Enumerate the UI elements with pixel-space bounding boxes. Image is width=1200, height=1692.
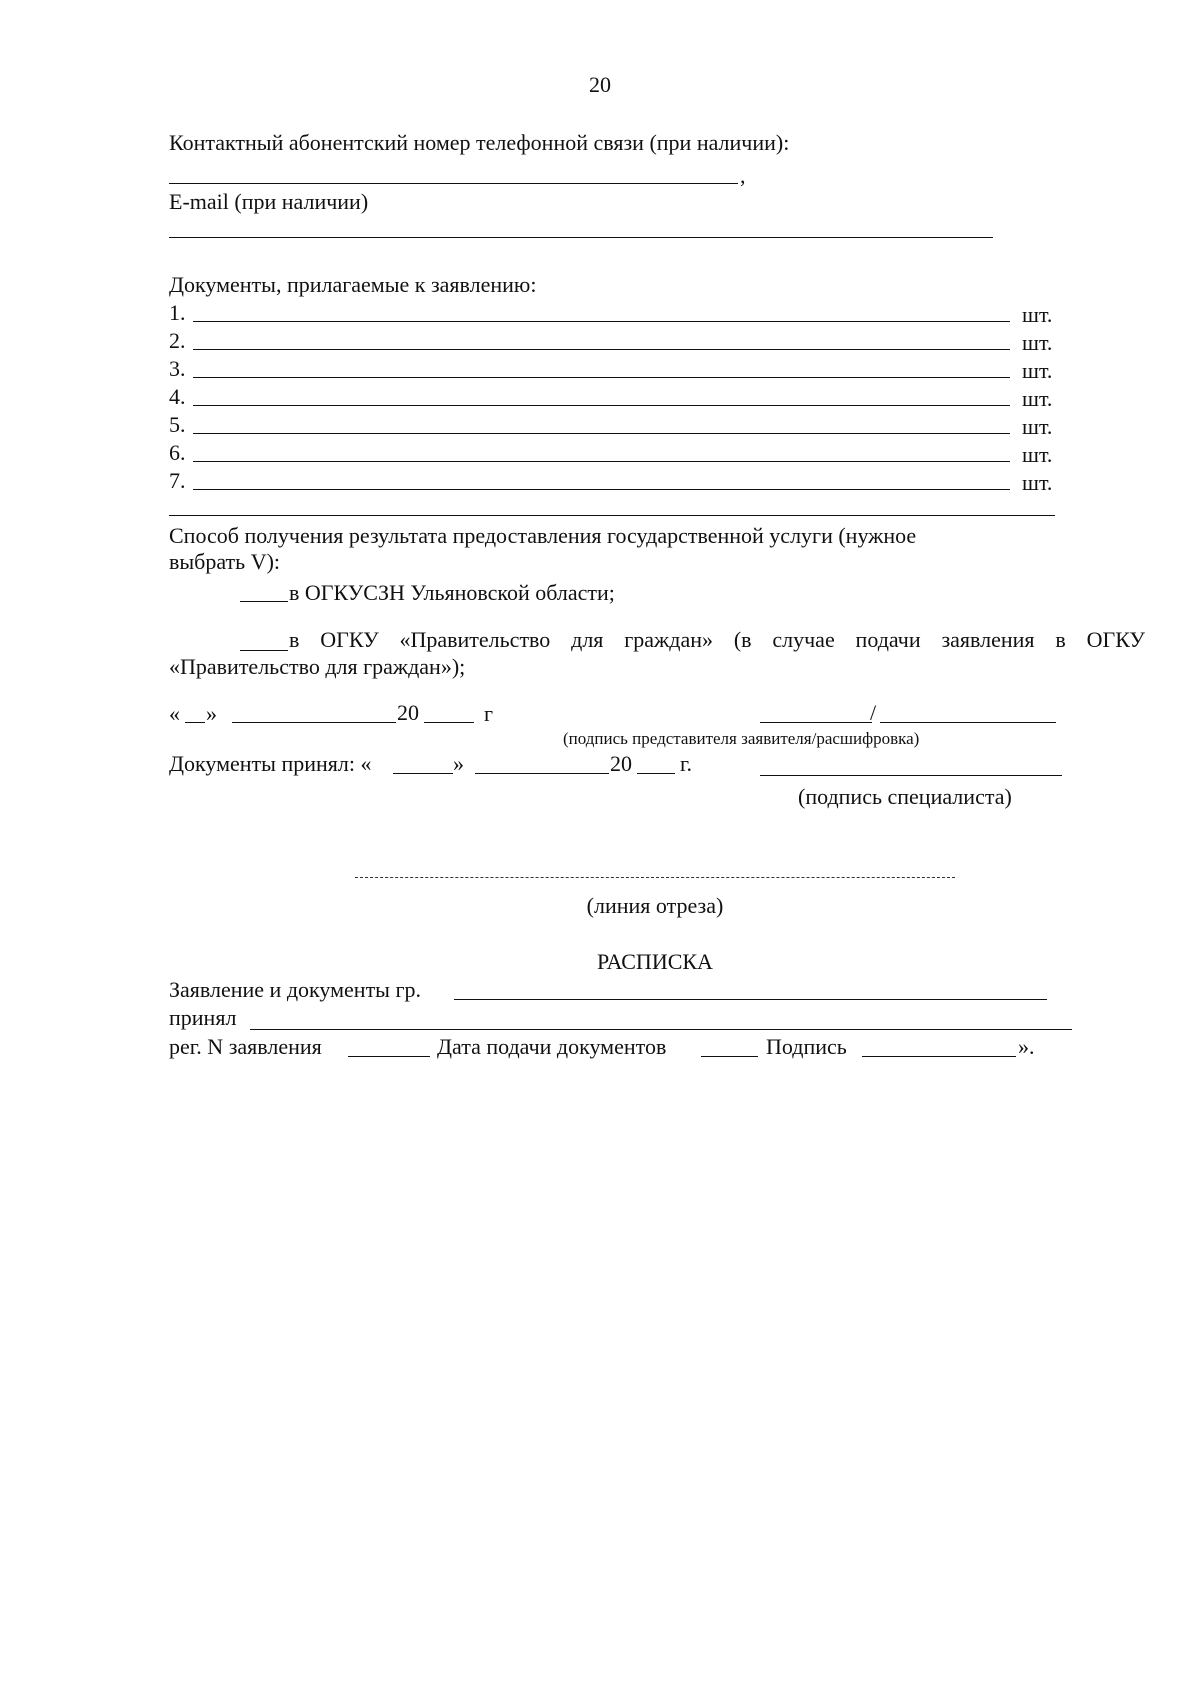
receipt-signature-label: Подпись bbox=[766, 1034, 847, 1059]
receipt-title: РАСПИСКА bbox=[597, 949, 713, 974]
method-line1: Способ получения результата предоставления государственной услуги (нужное bbox=[169, 523, 917, 548]
receipt-docs-label: Заявление и документы гр. bbox=[169, 977, 421, 1002]
item-unit: шт. bbox=[1022, 442, 1053, 467]
option1-checkbox-line[interactable] bbox=[240, 601, 288, 602]
option2-label-line2: «Правительство для граждан»); bbox=[169, 654, 466, 679]
cut-line-caption: (линия отреза) bbox=[586, 893, 724, 918]
item-field-line[interactable] bbox=[193, 321, 1010, 322]
accepted-year-prefix: 20 bbox=[610, 751, 632, 776]
item-number: 2. bbox=[169, 328, 186, 353]
phone-label: Контактный абонентский номер телефонной связи (при наличии): bbox=[169, 130, 790, 155]
accepted-label: Документы принял: « bbox=[169, 751, 372, 776]
receipt-date-line[interactable] bbox=[701, 1056, 758, 1057]
cut-line bbox=[355, 877, 955, 878]
phone-field-line[interactable] bbox=[169, 183, 738, 184]
documents-title: Документы, прилагаемые к заявлению: bbox=[169, 272, 537, 297]
email-label: E-mail (при наличии) bbox=[169, 189, 369, 214]
rep-signature-caption: (подпись представителя заявителя/расшифровка) bbox=[563, 729, 920, 748]
item-number: 3. bbox=[169, 356, 186, 381]
item-field-line[interactable] bbox=[193, 377, 1010, 378]
item-number: 5. bbox=[169, 412, 186, 437]
signature-slash: / bbox=[870, 700, 877, 725]
option2-checkbox-line[interactable] bbox=[240, 650, 288, 651]
date-year-prefix: 20 bbox=[397, 700, 419, 725]
receipt-accepted-line[interactable] bbox=[250, 1029, 1072, 1030]
receipt-accepted-label: принял bbox=[169, 1005, 237, 1030]
item-field-line[interactable] bbox=[193, 349, 1010, 350]
item-unit: шт. bbox=[1022, 330, 1053, 355]
email-field-line[interactable] bbox=[169, 237, 993, 238]
item-unit: шт. bbox=[1022, 358, 1053, 383]
item-field-line[interactable] bbox=[193, 433, 1010, 434]
item-unit: шт. bbox=[1022, 386, 1053, 411]
item-number: 1. bbox=[169, 300, 186, 325]
rep-signature-line[interactable] bbox=[760, 722, 872, 723]
receipt-end: ». bbox=[1018, 1034, 1035, 1059]
item-number: 4. bbox=[169, 384, 186, 409]
receipt-signature-line[interactable] bbox=[862, 1056, 1016, 1057]
date-quote-open: « bbox=[169, 701, 180, 726]
accepted-year-line[interactable] bbox=[637, 773, 675, 774]
receipt-citizen-line[interactable] bbox=[454, 999, 1047, 1000]
option1-label: в ОГКУСЗН Ульяновской области; bbox=[289, 580, 615, 605]
receipt-reg-line[interactable] bbox=[348, 1056, 430, 1057]
receipt-date-label: Дата подачи документов bbox=[437, 1034, 667, 1059]
accepted-quote-close: » bbox=[453, 751, 464, 776]
section-divider bbox=[169, 515, 1055, 516]
date-year-line[interactable] bbox=[424, 722, 474, 723]
rep-name-line[interactable] bbox=[880, 722, 1056, 723]
accepted-year-suffix: г. bbox=[680, 751, 693, 776]
item-number: 6. bbox=[169, 440, 186, 465]
item-field-line[interactable] bbox=[193, 461, 1010, 462]
accepted-day-line[interactable] bbox=[393, 773, 453, 774]
receipt-reg-label: рег. N заявления bbox=[169, 1034, 322, 1059]
item-field-line[interactable] bbox=[193, 489, 1010, 490]
method-line2: выбрать V): bbox=[169, 549, 281, 574]
page-number: 20 bbox=[589, 72, 611, 97]
date-day-line[interactable] bbox=[185, 722, 205, 723]
date-month-line[interactable] bbox=[232, 722, 396, 723]
item-number: 7. bbox=[169, 468, 186, 493]
specialist-signature-line[interactable] bbox=[760, 775, 1062, 776]
item-unit: шт. bbox=[1022, 470, 1053, 495]
date-year-suffix: г bbox=[484, 701, 494, 726]
specialist-caption: (подпись специалиста) bbox=[798, 784, 1012, 809]
phone-suffix: , bbox=[740, 163, 746, 188]
option2-label-line1: в ОГКУ «Правительство для граждан» (в случае подачи заявления в ОГКУ bbox=[289, 627, 1145, 652]
accepted-month-line[interactable] bbox=[475, 773, 609, 774]
date-quote-close: » bbox=[206, 701, 217, 726]
item-unit: шт. bbox=[1022, 414, 1053, 439]
item-field-line[interactable] bbox=[193, 405, 1010, 406]
item-unit: шт. bbox=[1022, 302, 1053, 327]
